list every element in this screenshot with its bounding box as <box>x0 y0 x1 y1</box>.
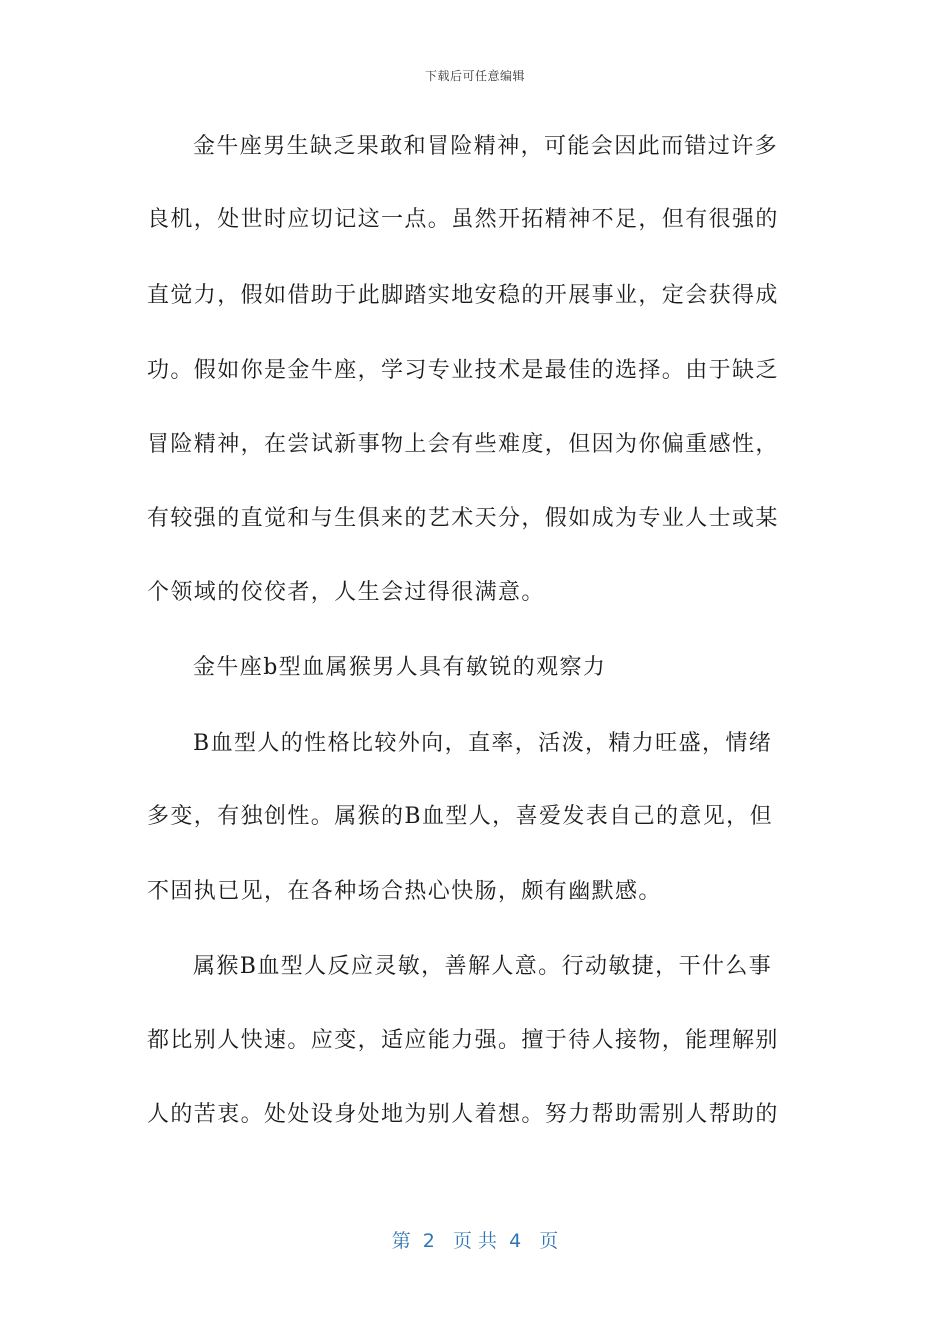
page-number-footer: 第 2 页 共 4 页 <box>391 1230 559 1252</box>
paragraph-line: B血型人的性格比较外向，直率，活泼，精力旺盛，情绪 <box>193 731 773 756</box>
page-header: 下载后可任意编辑 <box>424 69 525 83</box>
paragraph-line: 有较强的直觉和与生俱来的艺术天分，假如成为专业人士或某 <box>147 506 779 531</box>
paragraph-line: 不固执已见，在各种场合热心快肠，颇有幽默感。 <box>147 879 662 904</box>
section-heading: 金牛座b型血属猴男人具有敏锐的观察力 <box>193 655 607 680</box>
paragraph-line: 良机，处世时应切记这一点。虽然开拓精神不足，但有很强的 <box>147 207 779 232</box>
paragraph-line: 属猴B血型人反应灵敏，善解人意。行动敏捷，干什么事 <box>193 954 773 979</box>
paragraph-line: 人的苦衷。处处设身处地为别人着想。努力帮助需别人帮助的 <box>147 1102 779 1127</box>
paragraph-line: 功。假如你是金牛座，学习专业技术是最佳的选择。由于缺乏 <box>147 358 779 383</box>
paragraph-line: 个领域的佼佼者，人生会过得很满意。 <box>147 580 545 605</box>
paragraph-line: 冒险精神，在尝试新事物上会有些难度，但因为你偏重感性， <box>147 432 779 457</box>
paragraph-line: 直觉力，假如借助于此脚踏实地安稳的开展事业，定会获得成 <box>147 283 779 308</box>
paragraph-line: 都比别人快速。应变，适应能力强。擅于待人接物，能理解别 <box>147 1028 779 1053</box>
paragraph-line: 多变，有独创性。属猴的B血型人，喜爱发表自己的意见，但 <box>147 804 773 829</box>
paragraph-line: 金牛座男生缺乏果敢和冒险精神，可能会因此而错过许多 <box>193 134 779 159</box>
